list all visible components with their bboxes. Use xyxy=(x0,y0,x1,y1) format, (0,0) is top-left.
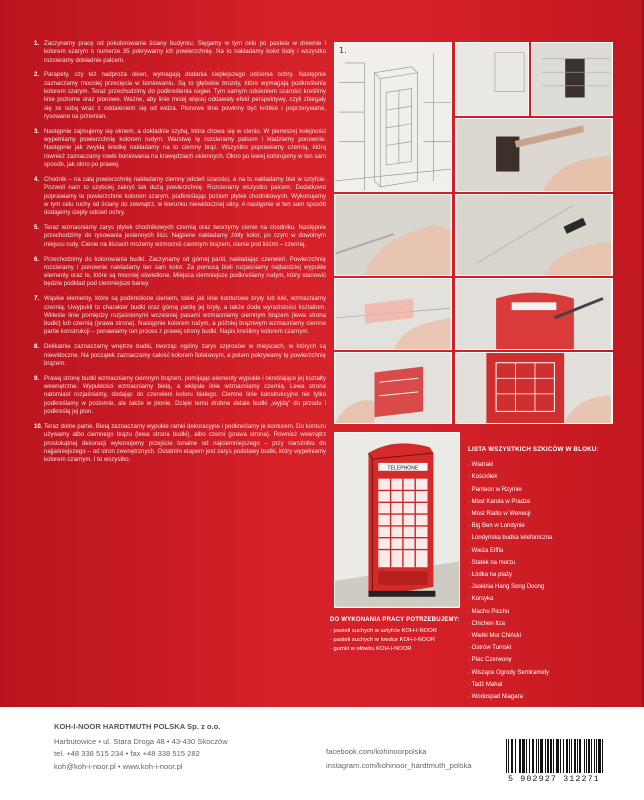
phone-fax: tel. +48 338 515 234 • fax +48 338 515 282 xyxy=(54,749,200,759)
materials-item: · gumki w ołówku KOH-I-NOOR xyxy=(330,645,480,654)
booth-outline-drawing xyxy=(335,43,451,191)
booth-sign-text: TELEPHONE xyxy=(387,465,419,472)
materials-heading: DO WYKONANIA PRACY POTRZEBUJEMY: xyxy=(330,617,460,623)
sketch-9b xyxy=(455,352,613,424)
company-name: KOH-I-NOOR HARDTMUTH POLSKA Sp. z o.o. xyxy=(54,722,221,731)
step-number: 4. xyxy=(34,175,40,183)
sketch-list-item: · Londyńska budka telefoniczna xyxy=(468,532,618,544)
sketch-list-item: · Wiatraki xyxy=(468,459,618,471)
step-text: Teraz dolne partie. Bielą zaznaczamy wypukłe ramki dekoracyjne i podkreślamy je konturem. Do konturu używamy albo ciemnego brązu (lewa strona budki), albo czerni (prawa strona). Również wewnątrz prostokątnej dekoracji wykonujemy przejście tonalne od najciemniejszego – przy narożniku do najjaśniejszego – od stron zewnętrznych. Ostatnim etapem jest zarys podstawy budki, który wypełniamy kolorem czarnym. I to wszystko. xyxy=(44,422,326,464)
sketch-list-heading: LISTA WSZYSTKICH SZKICÓW W BLOKU: xyxy=(468,446,599,453)
hand-drawing-sketch xyxy=(335,195,451,275)
booth-side-drawing xyxy=(456,353,612,423)
contact-info xyxy=(54,736,228,773)
step-text: Teraz wzmacniamy zarys płytek chodnikowych czernią oraz tworzymy cienie na chodniku. Następnie przechodzimy do rysowania jesiennych liści. Najpierw nakładamy żółty kolor, po czym w dowolnym miejscu rudy. Cienie na liściach możemy wzmocnić ciemnym brązem, cienie pod liśćmi – czernią. xyxy=(44,224,326,248)
sketch-list-item: · Jaskinia Hang Song Doong xyxy=(468,581,618,593)
sketch-7 xyxy=(455,194,613,276)
sketch-2 xyxy=(455,42,529,116)
facebook-link: facebook.com/kohinoorpolska xyxy=(326,747,427,756)
sketch-list-item: · Wodospad Niagara xyxy=(468,691,618,703)
step-number: 9. xyxy=(34,374,40,382)
step-number: 5. xyxy=(34,224,40,232)
step-number: 8. xyxy=(34,343,40,351)
barcode-bars xyxy=(506,739,602,773)
barcode-digits: 5 902927 312271 xyxy=(508,774,600,784)
window-sketch-drawing xyxy=(532,43,612,115)
step-number: 2. xyxy=(34,71,40,79)
instruction-step xyxy=(34,256,326,289)
instruction-step xyxy=(34,423,326,464)
barcode xyxy=(506,739,602,785)
sketch-1 xyxy=(334,42,452,192)
sketch-6 xyxy=(334,278,452,350)
sketch-8 xyxy=(334,352,452,424)
sketch-list-item: · Statek na morzu xyxy=(468,557,618,569)
instruction-step xyxy=(34,343,326,368)
pavement-drawing xyxy=(335,279,451,349)
sketch-list-block xyxy=(468,444,618,703)
materials-item: · pasteli suchych w kredce KOH-I-NOOR xyxy=(330,636,480,645)
step-text: Przechodzimy do kolorowania budki. Zaczynamy od górnej partii, nakładając czerwień. Powierzchnię rozcieramy i ponownie nakładamy ten sam kolor. Za pomocą bieli rozjaśniamy najbardziej wypukłe elementy oraz te, które są mocniej oświetlone. Miejsca ciemniejsze podkreślamy rudym, który stanowić będzie podkład pod ciemniejsze barwy. xyxy=(44,255,326,288)
instruction-step xyxy=(34,295,326,336)
sketch-5 xyxy=(455,118,613,192)
instruction-step xyxy=(34,176,326,217)
sketch-list-item: · Ostrów Tumski xyxy=(468,642,618,654)
instructions-column xyxy=(34,40,326,471)
step-number: 7. xyxy=(34,295,40,303)
red-top-drawing xyxy=(335,353,451,423)
sketch-list-item: · Tadż Mahal xyxy=(468,679,618,691)
sketch-list-item: · Most Rialto w Wenecji xyxy=(468,508,618,520)
sketch-list-item: · Plac Czerwony xyxy=(468,654,618,666)
finished-telephone-booth-drawing xyxy=(335,433,459,607)
sketch-list-item: · Panteon w Rzymie xyxy=(468,484,618,496)
sketch-9 xyxy=(455,278,613,350)
sketch-list-item: · Wiszące Ogrody Semiramidy xyxy=(468,667,618,679)
booth-roof-drawing xyxy=(456,279,612,349)
step-number: 3. xyxy=(34,127,40,135)
sketch-list-item: · Chichen Itza xyxy=(468,618,618,630)
sketch-list-item: · Machu Picchu xyxy=(468,606,618,618)
sketch-10 xyxy=(334,432,460,608)
instruction-step xyxy=(34,71,326,121)
instruction-step xyxy=(34,224,326,249)
sketch-number: 1. xyxy=(339,46,347,55)
materials-item: · pasteli suchych w sztyfcie KOH-I-NOOR xyxy=(330,627,480,636)
materials-block xyxy=(330,616,480,654)
step-text: Zaczynamy pracę od pokolorowania ściany budynku. Sięgamy w tym celu po pastele w drewnie i kolorem szarym o numerze 35 pokrywamy ich powierzchnię. Na to nakładamy kolor biały i wszystko rozcieramy dokładnie palcem. xyxy=(44,40,326,64)
sketch-list-item: · Korsyka xyxy=(468,593,618,605)
step-number: 10. xyxy=(34,422,43,430)
pastel-stick-drawing xyxy=(456,195,612,275)
social-links xyxy=(326,745,472,772)
instruction-step xyxy=(34,375,326,416)
wall-sketch-drawing xyxy=(456,43,528,115)
sketch-list-item: · Most Karola w Pradze xyxy=(468,496,618,508)
step-text: Wąskie elementy, które są podkreślone cieniem, takie jak linie konturowe bryły lub łuki, wzmacniamy czernią. Uwypukli to charakter budki oraz górną partię jej bryły, a także doda wyrazistości kształtom. Wkleśle linie pomiędzy rozjaśnionymi wcześniej pasami wzmacniamy ciemnym brązem (lewa strona budki) lub czernią (prawa strona). Następnie kolorem rudym, a później brązowym wzmacniamy ciemne partie konstrukcji – ponawiamy ten proces z prawej strony budki. Napis kreślimy kolorem czarnym. xyxy=(44,295,326,336)
sketch-list-item: · Kościółek xyxy=(468,471,618,483)
company-address: Harbutowice • ul. Stara Droga 48 • 43-430 Skoczów xyxy=(54,737,228,746)
instagram-link: instagram.com/kohinoor_hardtmuth_polska xyxy=(326,760,472,770)
sketch-list-item: · Wieża Eiffla xyxy=(468,545,618,557)
step-text: Delikatnie zaznaczamy wnętrze budki, tworząc ogólny zarys szprosów w miejscach, w których są niewidoczne. Na początek zaznaczamy całość kolorem fioletowym, a potem pokrywamy tę powierzchnię brązem. xyxy=(44,343,326,367)
step-number: 1. xyxy=(34,40,40,47)
step-number: 6. xyxy=(34,255,40,263)
brown-window-drawing xyxy=(456,119,612,191)
step-text: Prawą stronę budki wzmacniamy ciemnym brązem, pomijając elementy wypukłe i określające jej kształty wewnętrzne. Wypukłości wzmacniamy bielą, a wklęsłe linie wzmacniamy czernią. Lewa strona natomiast rozjaśniamy, dodając do czerwieni koloru białego. Ciemne linie konstrukcyjne nie tylko podkreślamy w poziomie, ale także w pionie. Dzięki temu drobne detale budki „wyjdą" do przodu i podkreślą jej pion. xyxy=(44,374,326,416)
sketch-list-item: · Łódka na plaży xyxy=(468,569,618,581)
sketch-3 xyxy=(531,42,613,116)
step-text: Następnie zajmujemy się oknem, a dokładnie szybą, która chowa się w cieniu. W pierwszej kolejności wypełniamy powierzchnię kolorem rudym. Warstwę tę rozcieramy palcem i kładziemy ponownie. Następnie jak zwykłą kredkę nakładamy na to ciemny brąz. Wszystko poprawiamy czernią, którą również zaznaczamy rowki boniowania na krawędziach okiennych. Okno po lewej kolorujemy w ten sam sposób, jak okno po prawej. xyxy=(44,127,326,169)
sketch-4 xyxy=(334,194,452,276)
sketch-list-item: · Big Ben w Londynie xyxy=(468,520,618,532)
email-website: koh@koh-i-noor.pl • www.koh-i-noor.pl xyxy=(54,761,183,771)
instruction-step xyxy=(34,128,326,169)
sketch-list-item: · Wielki Mur Chiński xyxy=(468,630,618,642)
step-text: Parapety, czy też nadproża okien, wymagają dodania ciepłejszego odcienia ochry. Następnie zaznaczamy mocniej przecięcia w boniowaniu. Są to głębokie bruzdy, które wymagają podkreślenia kolorem szarym. Teraz przechodzimy do podkreślenia cegieł. Tym samym odcieniem szarości kreślimy linie poziome oraz pionowe. Ważne, aby linie mniej więcej oddawały efekt perspektywy, czyli zbiegały się ze sobą wraz z oddaleniem się od widza. Pionowe linie powinny być krótkie i poprzerywane, rysowane na przemian. xyxy=(44,71,326,120)
instruction-step xyxy=(34,40,326,65)
step-text: Chodnik – na całą powierzchnię nakładamy ciemny odcień szarości, a na to nakładamy biel w sztyfcie. Pozwoli nam to szybciej zakryć tak dużą powierzchnię. Rozcieramy wszystko palcem. Dodatkowo poprawiamy te powierzchnie kolorem szarym, podkreślając poziom płytek chodnikowych. Wykonujemy w tym celu ruchy od ściany do zewnątrz, w kierunku niewidocznej ulicy. A następnie w ten sam sposób dodajemy ciepły odcień ochry. xyxy=(44,175,326,217)
